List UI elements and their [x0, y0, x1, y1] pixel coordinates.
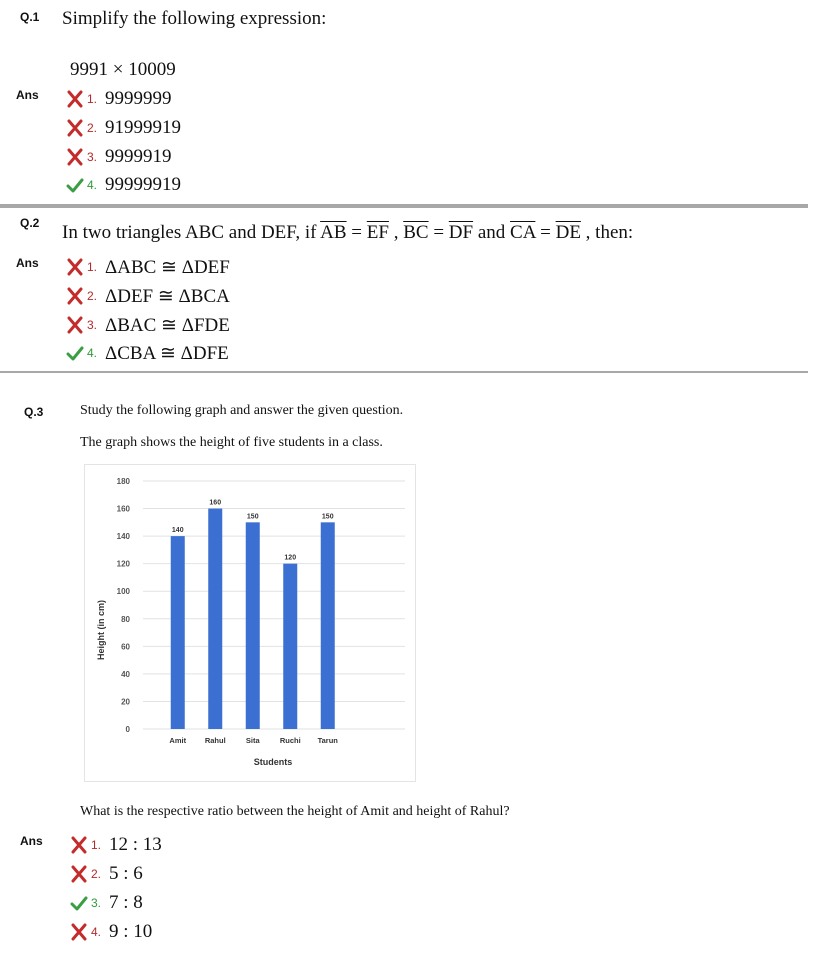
y-tick-label: 60: [121, 642, 130, 652]
q2-option-1[interactable]: [66, 254, 230, 280]
x-tick-label: Amit: [169, 736, 187, 745]
equals-sign: =: [535, 222, 556, 243]
bar-rahul: [208, 509, 222, 729]
data-label: 140: [171, 527, 184, 535]
option-text: 9 : 10: [109, 921, 153, 942]
wrong-cross-icon: [66, 119, 84, 137]
y-tick-label: 140: [116, 532, 130, 542]
y-axis-label: Height (in cm): [96, 600, 106, 660]
equals-sign: =: [428, 222, 449, 243]
bar-amit: [171, 536, 185, 729]
y-tick-label: 100: [116, 587, 130, 597]
segment-ab: $\overline{AB}$: [320, 222, 347, 243]
correct-check-icon: [66, 344, 84, 362]
option-number: 3.: [87, 150, 98, 164]
q1-option-1[interactable]: [66, 86, 172, 112]
segment-ca: $\overline{CA}$: [510, 222, 536, 243]
option-text: 5 : 6: [109, 863, 143, 884]
comma-separator: ,: [388, 222, 404, 243]
option-text: 9999919: [105, 146, 172, 167]
segment-ef: $\overline{EF}$: [366, 222, 389, 243]
bar-ruchi: [283, 564, 297, 729]
option-text: ΔCBA ≅ ΔDFE: [105, 342, 229, 364]
segment-df: $\overline{DF}$: [448, 222, 474, 243]
option-text: 99999919: [105, 174, 182, 195]
section-divider: [0, 371, 808, 373]
option-number: 4.: [87, 178, 98, 192]
q3-description: The graph shows the height of five students in a class.: [80, 435, 383, 450]
y-tick-label: 160: [116, 504, 130, 514]
q2-option-4[interactable]: [66, 340, 229, 366]
option-text: ΔABC ≅ ΔDEF: [105, 256, 230, 278]
q1-ans-label: Ans: [16, 88, 39, 102]
x-tick-label: Rahul: [204, 736, 226, 745]
q1-label: Q.1: [20, 10, 40, 24]
x-tick-label: Tarun: [317, 736, 338, 745]
wrong-cross-icon: [70, 836, 88, 854]
y-tick-label: 120: [116, 559, 130, 569]
option-number: 1.: [87, 92, 98, 106]
y-tick-label: 40: [121, 669, 130, 679]
segment-bc: $\overline{BC}$: [403, 222, 429, 243]
option-text: ΔBAC ≅ ΔFDE: [105, 314, 230, 336]
q3-option-1[interactable]: [70, 832, 162, 858]
wrong-cross-icon: [66, 316, 84, 334]
y-tick-label: 0: [125, 725, 130, 734]
x-axis-label: Students: [253, 757, 293, 767]
option-number: 1.: [91, 838, 102, 852]
option-text: ΔDEF ≅ ΔBCA: [105, 285, 230, 307]
q2-question-tail: , then:: [580, 222, 634, 243]
q3-label: Q.3: [24, 405, 44, 419]
wrong-cross-icon: [66, 148, 84, 166]
q1-expression: 9991 × 10009: [70, 59, 176, 80]
wrong-cross-icon: [66, 90, 84, 108]
wrong-cross-icon: [66, 258, 84, 276]
wrong-cross-icon: [70, 923, 88, 941]
data-label: 150: [321, 513, 334, 521]
q2-question-lead: In two triangles ABC and DEF, if: [62, 222, 321, 243]
q2-question-text: [62, 222, 633, 244]
option-number: 1.: [87, 260, 98, 274]
y-tick-label: 20: [121, 697, 130, 707]
bar-chart-svg: [85, 465, 415, 781]
equals-sign: =: [346, 222, 367, 243]
q3-option-4[interactable]: [70, 919, 152, 945]
option-text: 7 : 8: [109, 892, 143, 913]
bar-tarun: [321, 522, 335, 729]
q1-question-text: Simplify the following expression:: [62, 8, 327, 29]
x-tick-label: Ruchi: [279, 736, 301, 745]
q2-option-3[interactable]: [66, 312, 230, 338]
q3-instruction: Study the following graph and answer the given question.: [80, 403, 404, 418]
q1-option-2[interactable]: [66, 115, 181, 141]
option-number: 2.: [91, 867, 102, 881]
correct-check-icon: [70, 894, 88, 912]
option-number: 4.: [87, 346, 98, 360]
correct-check-icon: [66, 176, 84, 194]
wrong-cross-icon: [70, 865, 88, 883]
data-label: 150: [246, 513, 259, 521]
option-text: 12 : 13: [109, 834, 162, 855]
x-tick-label: Sita: [245, 736, 260, 745]
bar-chart: [84, 464, 416, 782]
option-number: 3.: [87, 318, 98, 332]
q1-option-4[interactable]: [66, 172, 181, 198]
q1-option-3[interactable]: [66, 144, 172, 170]
q3-option-3[interactable]: [70, 890, 143, 916]
y-tick-label: 180: [116, 477, 130, 486]
y-tick-label: 80: [121, 614, 130, 624]
option-number: 2.: [87, 121, 98, 135]
chart-labels: [117, 477, 339, 745]
q2-option-2[interactable]: [66, 283, 230, 309]
q3-option-2[interactable]: [70, 861, 143, 887]
bar-sita: [246, 522, 260, 729]
q2-ans-label: Ans: [16, 256, 39, 270]
q3-ans-label: Ans: [20, 834, 43, 848]
option-text: 9999999: [105, 88, 172, 109]
and-word: and: [473, 222, 511, 243]
option-number: 2.: [87, 289, 98, 303]
option-number: 3.: [91, 896, 102, 910]
option-text: 91999919: [105, 117, 182, 138]
q2-label: Q.2: [20, 216, 40, 230]
q3-question-text: What is the respective ratio between the height of Amit and height of Rahul?: [80, 804, 510, 819]
data-label: 120: [284, 554, 297, 562]
wrong-cross-icon: [66, 287, 84, 305]
section-divider: [0, 204, 808, 208]
segment-de: $\overline{DE}$: [555, 222, 581, 243]
data-label: 160: [209, 499, 222, 507]
option-number: 4.: [91, 925, 102, 939]
